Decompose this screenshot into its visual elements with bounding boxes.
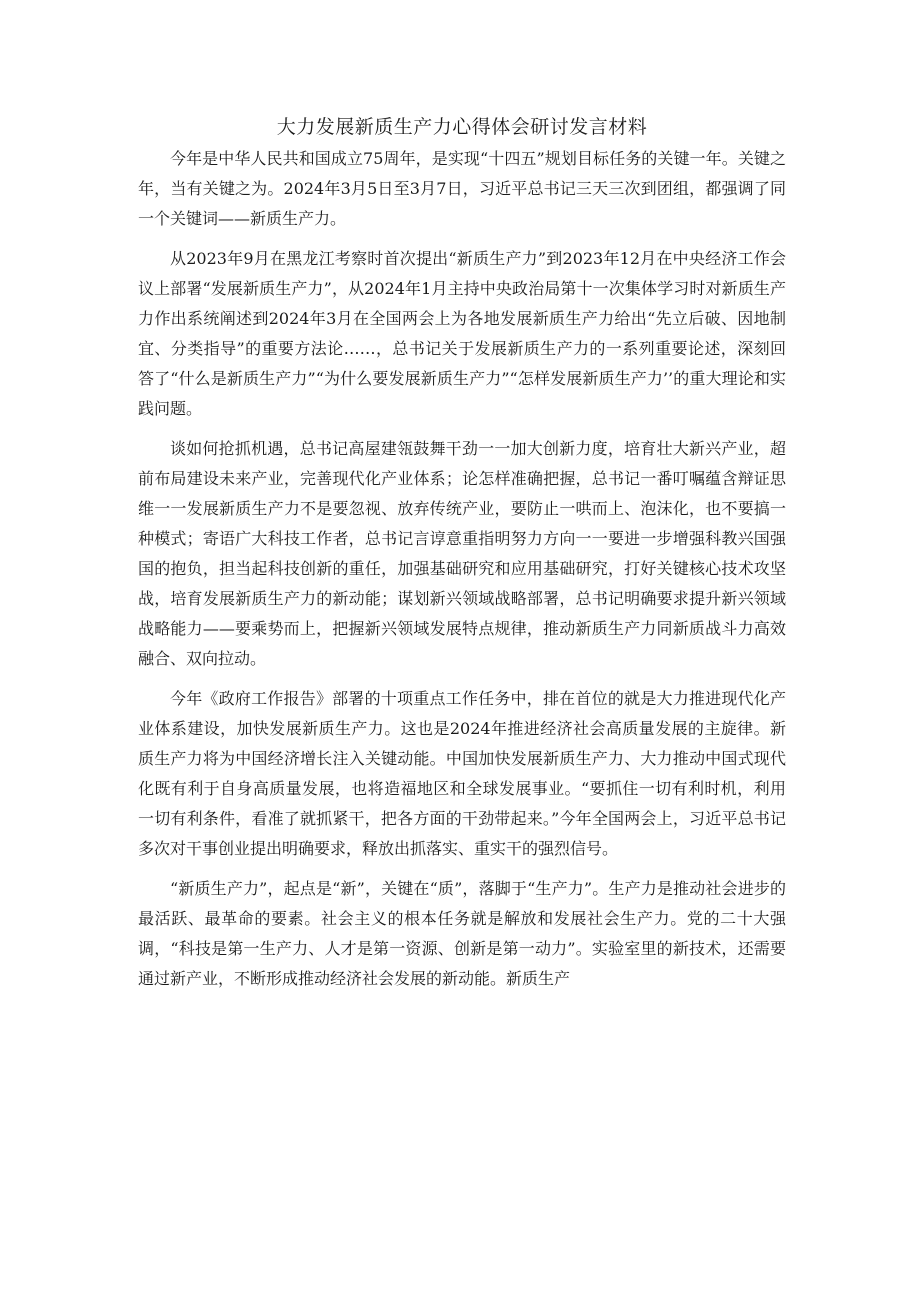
document-title: 大力发展新质生产力心得体会研讨发言材料 — [276, 116, 648, 138]
paragraph-1: 今年是中华人民共和国成立75周年，是实现“十四五”规划目标任务的关键一年。关键之年，当有关键之为。2024年3月5日至3月7日，习近平总书记三天三次到团组，都强调了同一个关键词——新质生产力。 — [138, 149, 786, 228]
document-body — [138, 110, 786, 1004]
paragraph-2: 从2023年9月在黑龙江考察时首次提出“新质生产力”到2023年12月在中央经济工作会议上部署“发展新质生产力”，从2024年1月主持中央政治局第十一次集体学习时对新质生产力作出系统阐述到2024年3月在全国两会上为各地发展新质生产力给出“先立后破、因地制宜、分类指导”的重要方法论……，总书记关于发展新质生产力的一系列重要论述，深刻回答了“什么是新质生产力”“为什么要发展新质生产力”“怎样发展新质生产力’’的重大理论和实践问题。 — [138, 249, 786, 418]
paragraph-5: “新质生产力”，起点是“新”，关键在“质”，落脚于“生产力”。生产力是推动社会进步的最活跃、最革命的要素。社会主义的根本任务就是解放和发展社会生产力。党的二十大强调，“科技是第一生产力、人才是第一资源、创新是第一动力”。实验室里的新技术，还需要通过新产业，不断形成推动经济社会发展的新动能。新质生产 — [138, 879, 786, 988]
paragraph-3: 谈如何抢抓机遇，总书记高屋建瓴鼓舞干劲一一加大创新力度，培育壮大新兴产业，超前布局建设未来产业，完善现代化产业体系；论怎样准确把握，总书记一番叮嘱蕴含辩证思维一一发展新质生产力不是要忽视、放弃传统产业，要防止一哄而上、泡沫化，也不要搞一种模式；寄语广大科技工作者，总书记言谆意重指明努力方向一一要进一步增强科教兴国强国的抱负，担当起科技创新的重任，加强基础研究和应用基础研究，打好关键核心技术攻坚战，培育发展新质生产力的新动能；谋划新兴领域战略部署，总书记明确要求提升新兴领域战略能力——要乘势而上，把握新兴领域发展特点规律，推动新质生产力同新质战斗力高效融合、双向拉动。 — [138, 439, 786, 668]
paragraph-4: 今年《政府工作报告》部署的十项重点工作任务中，排在首位的就是大力推进现代化产业体系建设，加快发展新质生产力。这也是2024年推进经济社会高质量发展的主旋律。新质生产力将为中国经济增长注入关键动能。中国加快发展新质生产力、大力推动中国式现代化既有利于自身高质量发展，也将造福地区和全球发展事业。“要抓住一切有利时机，利用一切有利条件，看准了就抓紧干，把各方面的干劲带起来。”今年全国两会上，习近平总书记多次对干事创业提出明确要求，释放出抓落实、重实干的强烈信号。 — [138, 689, 786, 858]
